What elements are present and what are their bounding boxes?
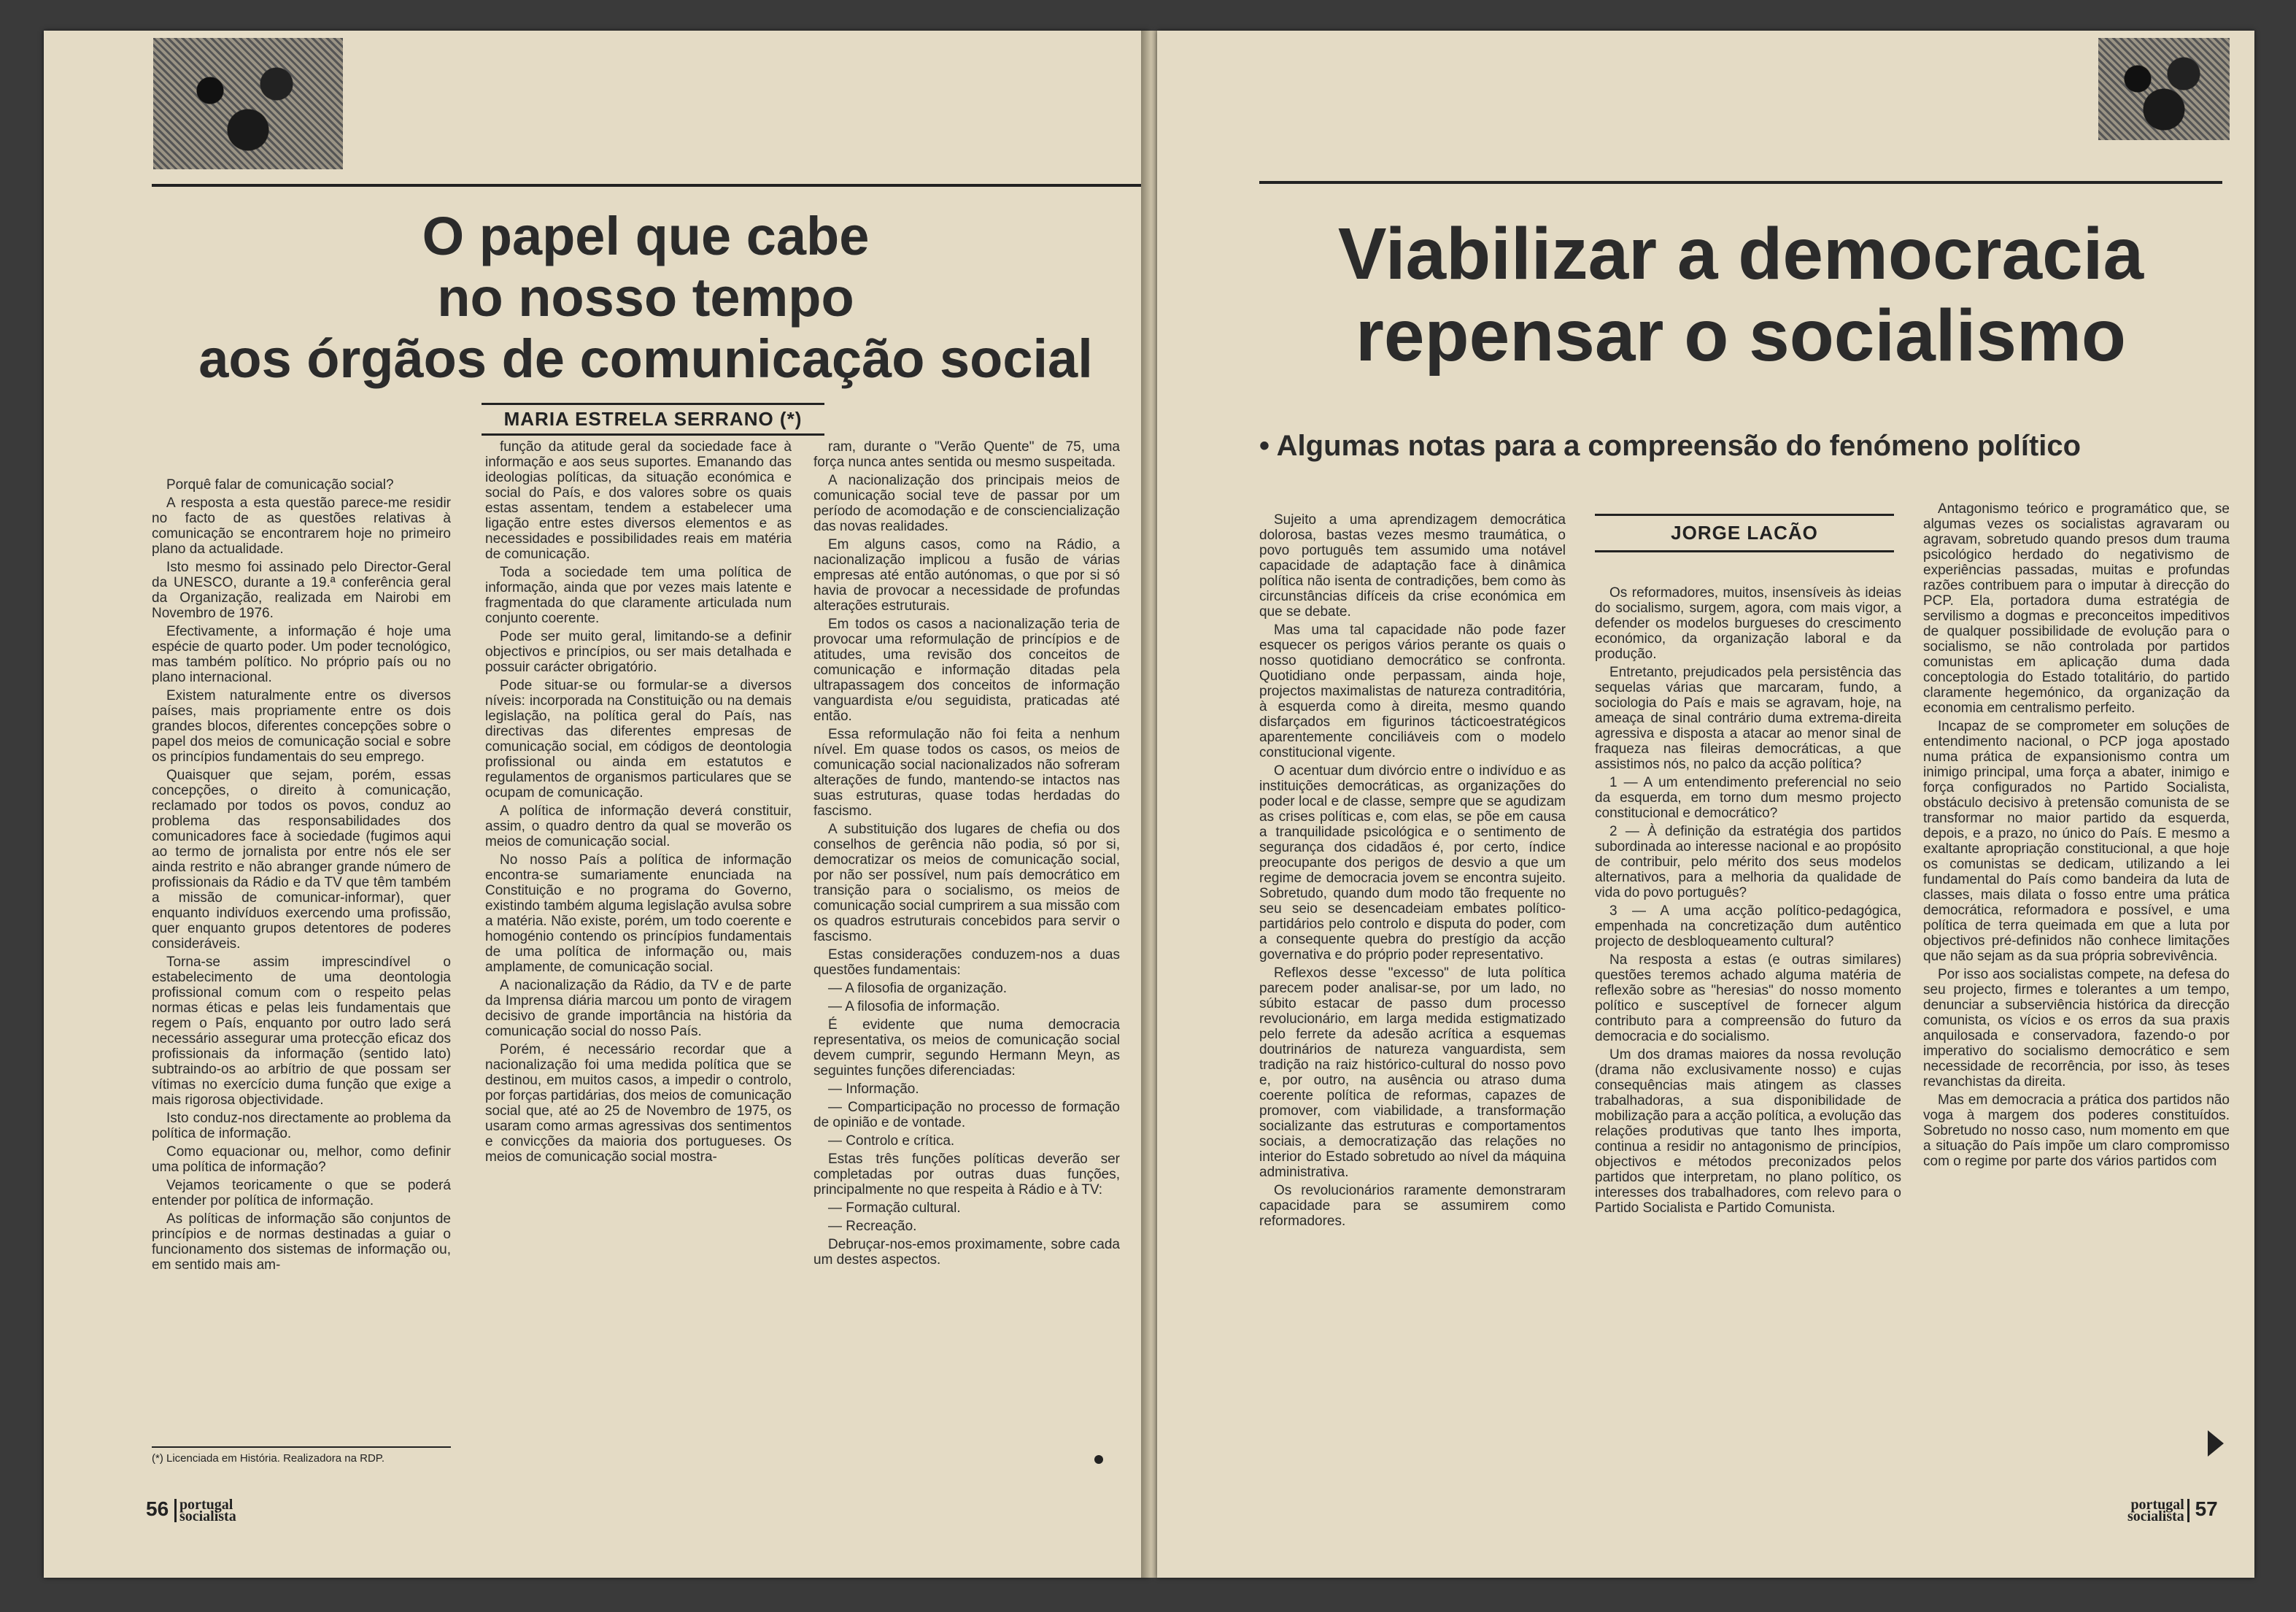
paragraph: Reflexos desse "excesso" de luta política parecem poder analisar-se, por um lado, no súbito estacar de passo dum processo revolucionário, em larga medida estigmatizado pelo ferrete da adesão acrítica a esquemas doutrinários de natureza vanguardista, sem tradição na raiz histórico-cultural do nosso povo e, por outro, na ausência ou atraso duma coerente política de reformas, capazes de promover, com viabilidade, a transformação socializante das estruturas e comportamentos sociais, a democratização das relações no interior do Estado sobretudo ao nível da máquina administrativa. (1259, 965, 1566, 1180)
text-column-3 (1923, 501, 2230, 1172)
footnote: (*) Licenciada em História. Realizadora na RDP. (152, 1452, 385, 1465)
paragraph: Sujeito a uma aprendizagem democrática dolorosa, bastas vezes mesmo traumática, o povo português tem assumido uma notável capacidade de adaptação face à dinâmica política não isenta de contradições, bem como às circunstâncias difíceis da crise económica em que se debate. (1259, 512, 1566, 620)
footnote-rule (152, 1446, 451, 1448)
paragraph: Isto mesmo foi assinado pelo Director-Geral da UNESCO, durante a 19.ª conferência geral da Organização, realizada em Nairobi em Novembro de 1976. (152, 560, 451, 621)
paragraph: Antagonismo teórico e programático que, se algumas vezes os socialistas agravaram ou agravam, sobretudo quando presos dum trauma psicológico herdado do negativismo de experiências passadas, muitas e profundas razões contribuem para o imputar à direcção do PCP. Ela, portadora duma estratégia de servilismo a dogmas e preconceitos impeditivos de qualquer possibilidade de evolução para o socialismo, se não controlada por partidos comunistas em aplicação duma dada conceptologia do Estado totalitário, do partido claramente hegemónico, da organização da economia em centralismo perfeito. (1923, 501, 2230, 716)
paragraph: Efectivamente, a informação é hoje uma espécie de quarto poder. Um poder tecnológico, mas também político. No próprio país ou no plano internacional. (152, 624, 451, 685)
paragraph: 1 — A um entendimento preferencial no seio da esquerda, em torno dum mesmo projecto constitucional e democrático? (1595, 775, 1901, 821)
paragraph: A política de informação deverá constituir, assim, o quadro dentro da qual se moverão os meios de comunicação social. (485, 803, 792, 849)
paragraph: O acentuar dum divórcio entre o indivíduo e as instituições democráticas, as organizações do poder local e de classe, sempre que se agudizam as crises políticas e, com elas, se põe em causa a tranquilidade psicológica e o sentimento de segurança dos cidadãos é, por certo, índice preocupante dos perigos de desvio a que um regime de democracia jovem se encontra sujeito. Sobretudo, quando dum modo tão frequente no seu seio se desencadeiam embates político-partidários pelo controlo e disputa do poder, com a consequente quebra do prestígio da acção governativa e do próprio poder representativo. (1259, 763, 1566, 963)
paragraph: Estas três funções políticas deverão ser completadas por outras duas funções, principalmente no que respeita à Rádio e à TV: (813, 1152, 1120, 1198)
paragraph: ram, durante o "Verão Quente" de 75, uma força nunca antes sentida ou mesmo suspeitada. (813, 439, 1120, 470)
header-rule (152, 184, 1144, 187)
brand-logo: portugal socialista (174, 1499, 236, 1522)
title-line: no nosso tempo (437, 267, 854, 328)
right-page (1157, 31, 2254, 1578)
header-photo (2098, 38, 2230, 140)
paragraph: Como equacionar ou, melhor, como definir uma política de informação? (152, 1144, 451, 1175)
paragraph: As políticas de informação são conjuntos de princípios e de normas destinadas a guiar o funcionamento dos sistemas de informação ou, em sentido mais am- (152, 1211, 451, 1273)
paragraph: — Controlo e crítica. (828, 1133, 955, 1149)
header-rule (1259, 181, 2222, 184)
paragraph: 3 — A uma acção político-pedagógica, empenhada na concretização dum autêntico projecto de desbloqueamento cultural? (1595, 903, 1901, 949)
paragraph: Porém, é necessário recordar que a nacionalização foi uma medida política que se destinou, em muitos casos, a impedir o controlo, por forças partidárias, dos meios de comunicação social que, até ao 25 de Novembro de 1975, os usaram como armas agressivas dos sentimentos e convicções da maioria dos portugueses. Os meios de comunicação social mostra- (485, 1042, 792, 1165)
page-folio (2127, 1497, 2218, 1522)
header-photo (153, 38, 343, 169)
paragraph: Vejamos teoricamente o que se poderá entender por política de informação. (152, 1178, 451, 1208)
end-bullet (1094, 1455, 1103, 1464)
text-column-1 (152, 477, 451, 1276)
paragraph: A nacionalização dos principais meios de comunicação social teve de passar por um período de acomodação e de consciencialização das novas realidades. (813, 473, 1120, 534)
brand-logo: portugal socialista (2127, 1499, 2189, 1522)
paragraph: Em todos os casos a nacionalização teria de provocar uma reformulação de princípios e de atitudes, uma revisão dos conceitos de comunicação e informação ditadas pela ultrapassagem dos conceitos de informação vanguardista e/ou seguidista, praticadas até então. (813, 617, 1120, 724)
author-byline: JORGE LACÃO (1595, 514, 1894, 552)
page-title (146, 206, 1145, 390)
page-folio (146, 1497, 236, 1522)
paragraph: Incapaz de se comprometer em soluções de entendimento nacional, o PCP joga apostado numa prática de expansionismo contra um inimigo principal, uma força a abater, inimigo e força configurados no Partido Socialista, obstáculo decisivo à pretensão comunista de se transformar no maior partido da esquerda, depois, e a prazo, no único do País. E mesmo a exaltante apropriação constitucional, a que hoje os comunistas se dedicam, utilizando a lei fundamental do País como bandeira da luta de classes, mais dilata o fosso entre uma prática democrática, reformadora e possível, e uma política de terra queimada em que a luta por objectivos pré-definidos não conhece limitações que não sejam as da sua própria sobrevivência. (1923, 719, 2230, 964)
paragraph: Pode situar-se ou formular-se a diversos níveis: incorporada na Constituição ou na demais legislação, na política geral do País, nas directivas das diferentes empresas de comunicação social, em códigos de deontologia profissional ou ainda em estatutos e regulamentos de organismos particulares que se ocupam de comunicação. (485, 678, 792, 801)
paragraph: Essa reformulação não foi feita a nenhum nível. Em quase todos os casos, os meios de comunicação social nacionalizados não sofreram alterações de fundo, mantendo-se intactos nas suas estruturas, quase todas herdadas do fascismo. (813, 727, 1120, 819)
paragraph: Debruçar-nos-emos proximamente, sobre cada um destes aspectos. (813, 1237, 1120, 1268)
paragraph: No nosso País a política de informação encontra-se sumariamente enunciada na Constituição e no programa do Governo, existindo também alguma legislação avulsa sobre a matéria. Não existe, porém, um todo coerente e homogénio contendo os princípios fundamentais de uma política de informação ou, mais amplamente, de comunicação social. (485, 852, 792, 975)
paragraph: A resposta a esta questão parece-me residir no facto de as questões relativas à comunicação se encontrarem hoje no primeiro plano da actualidade. (152, 495, 451, 557)
title-line: Viabilizar a democracia (1337, 213, 2144, 295)
paragraph: — A filosofia de informação. (828, 999, 1000, 1014)
paragraph: Toda a sociedade tem uma política de informação, ainda que por vezes mais latente e fragmentada do que claramente articulada num conjunto coerente. (485, 565, 792, 626)
paragraph: Mas uma tal capacidade não pode fazer esquecer os perigos vários perante os quais o nosso quotidiano democrático se confronta. Quotidiano onde perpassam, ainda hoje, projectos maximalistas de natureza contraditória, à esquerda como à direita, mesmo quando disfarçados em figurinos tácticoestratégicos aparentemente conciliáveis com o modelo constitucional vigente. (1259, 622, 1566, 760)
text-column-3 (813, 439, 1120, 1270)
paragraph: Existem naturalmente entre os diversos países, mais propriamente entre os dois grandes blocos, diferentes concepções sobre o papel dos meios de comunicação social e sobre os princípios fundamentais do seu emprego. (152, 688, 451, 765)
left-page (44, 31, 1149, 1578)
paragraph: — Formação cultural. (828, 1200, 961, 1216)
text-column-2 (485, 439, 792, 1168)
paragraph: 2 — À definição da estratégia dos partidos subordinada ao interesse nacional e ao propósito de contribuir, pelo mérito dos seus modelos alternativos, para a melhoria da qualidade de vida do povo português? (1595, 824, 1901, 901)
paragraph: Isto conduz-nos directamente ao problema da política de informação. (152, 1111, 451, 1141)
continue-arrow-icon (2208, 1430, 2224, 1457)
paragraph: Pode ser muito geral, limitando-se a definir objectivos e princípios, ou ser mais detalhada e possuir carácter obrigatório. (485, 629, 792, 675)
paragraph: É evidente que numa democracia representativa, os meios de comunicação social devem cumprir, segundo Hermann Meyn, as seguintes funções diferenciadas: (813, 1017, 1120, 1079)
magazine-spread (44, 31, 2254, 1578)
paragraph: Porquê falar de comunicação social? (166, 477, 394, 493)
page-number: 56 (146, 1497, 169, 1520)
paragraph: Entretanto, prejudicados pela persistência das sequelas várias que marcaram, fundo, a sociologia do País e mais se agravam, hoje, na ameaça de sinal contrário duma extrema-direita agressiva e disposta a atacar ao menor sinal de fraqueza nas fileiras democráticas, a que assistimos nós, no palco da acção política? (1595, 665, 1901, 772)
title-line: repensar o socialismo (1355, 295, 2126, 377)
paragraph: — Informação. (828, 1081, 919, 1097)
title-line: O papel que cabe (422, 206, 870, 266)
paragraph: Torna-se assim imprescindível o estabelecimento de uma deontologia profissional comum com o respeito pelas normas éticas e pelas leis fundamentais que regem o País, enquanto por outro lado será necessário assegurar uma protecção eficaz dos profissionais da informação (sentido lato) subtraindo-os ao arbítrio de que possam ser vítimas no exercício duma função que exige a mais rigorosa objectividade. (152, 955, 451, 1108)
text-column-2 (1595, 585, 1901, 1219)
subtitle: • Algumas notas para a compreensão do fenómeno político (1259, 430, 2082, 462)
paragraph: Os reformadores, muitos, insensíveis às ideias do socialismo, surgem, agora, com mais vigor, a defender os modelos burgueses do crescimento económico, da organização laboral e da produção. (1595, 585, 1901, 662)
text-column-1 (1259, 512, 1566, 1232)
paragraph: Mas em democracia a prática dos partidos não voga à margem dos poderes constituídos. Sobretudo no nosso caso, num momento em que a situação do País impõe um claro compromisso com o regime por parte dos vários partidos com (1923, 1092, 2230, 1169)
paragraph: A substituição dos lugares de chefia ou dos conselhos de gerência não podia, só por si, democratizar os meios de comunicação social, por não ser possível, num país democrático em transição para o socialismo, os meios de comunicação social cumprirem a sua missão com os quadros estruturais concebidos para servir o fascismo. (813, 822, 1120, 944)
paragraph: Os revolucionários raramente demonstraram capacidade para se assumirem como reformadores. (1259, 1183, 1566, 1229)
paragraph: Estas considerações conduzem-nos a duas questões fundamentais: (813, 947, 1120, 978)
paragraph: Na resposta a estas (e outras similares) questões teremos achado alguma matéria de reflexão sobre as "heresias" do nosso momento político e susceptível de fornecer algum contributo para a compreensão do futuro da democracia e do socialismo. (1595, 952, 1901, 1044)
paragraph: Um dos dramas maiores da nossa revolução (drama não exclusivamente nosso) e cujas consequências mais atingem as classes trabalhadoras, a sua disponibilidade de mobilização para a acção política, a evolução das relações produtivas que tanto lhes importa, continua a residir no antagonismo de princípios, objectivos e métodos preconizados pelos partidos que interpretam, no plano político, os interesses dos trabalhadores, com relevo para o Partido Socialista e Partido Comunista. (1595, 1047, 1901, 1216)
title-line: aos órgãos de comunicação social (198, 328, 1093, 389)
page-title (1245, 213, 2237, 377)
paragraph: — Recreação. (828, 1219, 917, 1234)
paragraph: A nacionalização da Rádio, da TV e de parte da Imprensa diária marcou um ponto de viragem decisivo de grande importância na história da comunicação social do nosso País. (485, 978, 792, 1039)
paragraph: Quaisquer que sejam, porém, essas concepções, o direito à comunicação, reclamado por todos os povos, conduz ao problema das responsabilidades dos comunicadores face à sociedade (fugimos aqui ao termo de jornalista por entre nós ele ser ainda restrito e não abranger grande número de profissionais da Rádio e da TV que têm também a missão de comunicar-informar), quer enquanto indivíduos exercendo uma profissão, quer enquanto grupos detentores de poderes consideráveis. (152, 768, 451, 952)
author-byline: MARIA ESTRELA SERRANO (*) (482, 403, 824, 436)
paragraph: — Comparticipação no processo de formação de opinião e de vontade. (813, 1100, 1120, 1130)
page-number: 57 (2195, 1497, 2218, 1520)
paragraph: função da atitude geral da sociedade face à informação e aos seus suportes. Emanando das ideologias políticas, da situação económica e social do País, e dos valores sobre os quais estas assentam, tendem a estabelecer uma ligação entre estes diversos elementos e as necessidades e possibilidades reais em matéria de comunicação. (485, 439, 792, 562)
paragraph: Por isso aos socialistas compete, na defesa do seu projecto, firmes e tolerantes a um tempo, denunciar a subserviência histórica da direcção comunista, os vícios e os erros da sua praxis anquilosada e conservadora, fazendo-o por imperativo do socialismo democrático e sem necessidade de recorrência, por isso, às teses revanchistas da direita. (1923, 967, 2230, 1090)
paragraph: — A filosofia de organização. (828, 981, 1008, 996)
paragraph: Em alguns casos, como na Rádio, a nacionalização implicou a fusão de várias empresas até então autónomas, o que por si só havia de provocar a necessidade de profundas alterações estruturais. (813, 537, 1120, 614)
